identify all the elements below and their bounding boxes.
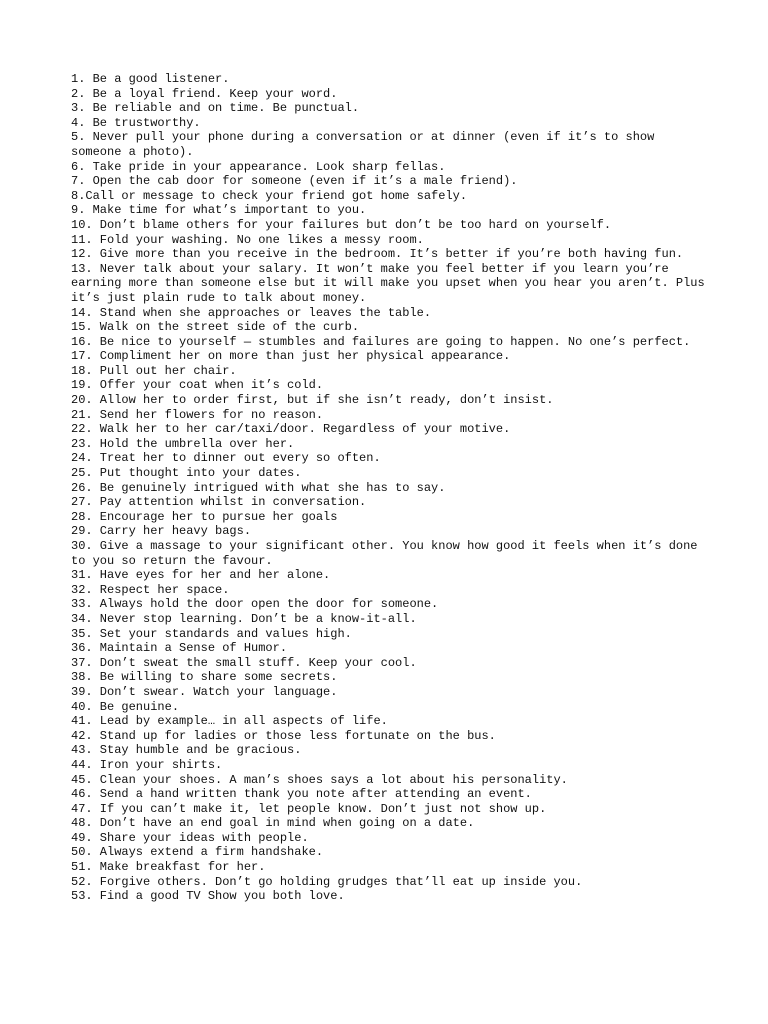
list-item: 48. Don’t have an end goal in mind when going on a date. [71, 816, 475, 831]
list-item: 42. Stand up for ladies or those less fortunate on the bus. [71, 728, 496, 743]
list-item: 19. Offer your coat when it’s cold. [71, 378, 324, 393]
list-item: 9. Make time for what’s important to you. [71, 203, 367, 218]
list-item: 20. Allow her to order first, but if she isn’t ready, don’t insist. [71, 393, 554, 408]
list-item: 15. Walk on the street side of the curb. [71, 320, 360, 335]
list-item: 16. Be nice to yourself — stumbles and failures are going to happen. No one’s perfect. [71, 334, 691, 349]
list-item: 49. Share your ideas with people. [71, 830, 309, 845]
list-item: 39. Don’t swear. Watch your language. [71, 684, 338, 699]
list-item: 32. Respect her space. [71, 582, 230, 597]
document-page [71, 72, 711, 904]
list-item: 10. Don’t blame others for your failures but don’t be too hard on yourself. [71, 217, 612, 232]
list-item: 30. Give a massage to your significant other. You know how good it feels when it’s done to you so return the favour. [71, 539, 698, 568]
list-item: 52. Forgive others. Don’t go holding grudges that’ll eat up inside you. [71, 874, 583, 889]
list-item: 46. Send a hand written thank you note after attending an event. [71, 787, 532, 802]
list-item: 12. Give more than you receive in the bedroom. It’s better if you’re both having fun. [71, 247, 684, 262]
list-item: 41. Lead by example… in all aspects of life. [71, 714, 388, 729]
list-item: 40. Be genuine. [71, 699, 180, 714]
list-item: 47. If you can’t make it, let people know. Don’t just not show up. [71, 801, 547, 816]
list-item: 38. Be willing to share some secrets. [71, 670, 338, 685]
list-item: 45. Clean your shoes. A man’s shoes says a lot about his personality. [71, 772, 568, 787]
list-item: 37. Don’t sweat the small stuff. Keep your cool. [71, 655, 417, 670]
list-item: 13. Never talk about your salary. It won’t make you feel better if you learn you’re earning more than someone else but it will make you upset when you hear you aren’t. Plus it’s just plain rude to talk about money. [71, 261, 705, 305]
list-item: 35. Set your standards and values high. [71, 626, 352, 641]
list-item: 18. Pull out her chair. [71, 363, 237, 378]
list-item: 3. Be reliable and on time. Be punctual. [71, 101, 360, 116]
list-item: 23. Hold the umbrella over her. [71, 436, 295, 451]
list-item: 50. Always extend a firm handshake. [71, 845, 324, 860]
list-item: 28. Encourage her to pursue her goals [71, 509, 338, 524]
list-item: 6. Take pride in your appearance. Look sharp fellas. [71, 159, 446, 174]
list-item: 53. Find a good TV Show you both love. [71, 889, 345, 904]
list-item: 34. Never stop learning. Don’t be a know-it-all. [71, 611, 417, 626]
list-item: 11. Fold your washing. No one likes a messy room. [71, 232, 424, 247]
list-item: 1. Be a good listener. [71, 72, 230, 86]
list-item: 4. Be trustworthy. [71, 115, 201, 130]
list-item: 5. Never pull your phone during a conversation or at dinner (even if it’s to show someone a photo). [71, 130, 655, 159]
list-item: 44. Iron your shirts. [71, 757, 223, 772]
list-item: 31. Have eyes for her and her alone. [71, 568, 331, 583]
list-item: 25. Put thought into your dates. [71, 466, 302, 481]
list-item: 17. Compliment her on more than just her physical appearance. [71, 349, 511, 364]
list-item: 7. Open the cab door for someone (even if it’s a male friend). [71, 174, 518, 189]
list-item: 36. Maintain a Sense of Humor. [71, 641, 288, 656]
list-item: 8.Call or message to check your friend got home safely. [71, 188, 468, 203]
list-item: 29. Carry her heavy bags. [71, 524, 252, 539]
list-item: 51. Make breakfast for her. [71, 860, 266, 875]
list-item: 14. Stand when she approaches or leaves the table. [71, 305, 432, 320]
list-item: 22. Walk her to her car/taxi/door. Regardless of your motive. [71, 422, 511, 437]
list-item: 24. Treat her to dinner out every so often. [71, 451, 381, 466]
list-item: 2. Be a loyal friend. Keep your word. [71, 86, 338, 101]
list-item: 26. Be genuinely intrigued with what she has to say. [71, 480, 446, 495]
list-item: 33. Always hold the door open the door for someone. [71, 597, 439, 612]
list-item: 21. Send her flowers for no reason. [71, 407, 324, 422]
list-item: 43. Stay humble and be gracious. [71, 743, 302, 758]
list-item: 27. Pay attention whilst in conversation. [71, 495, 367, 510]
